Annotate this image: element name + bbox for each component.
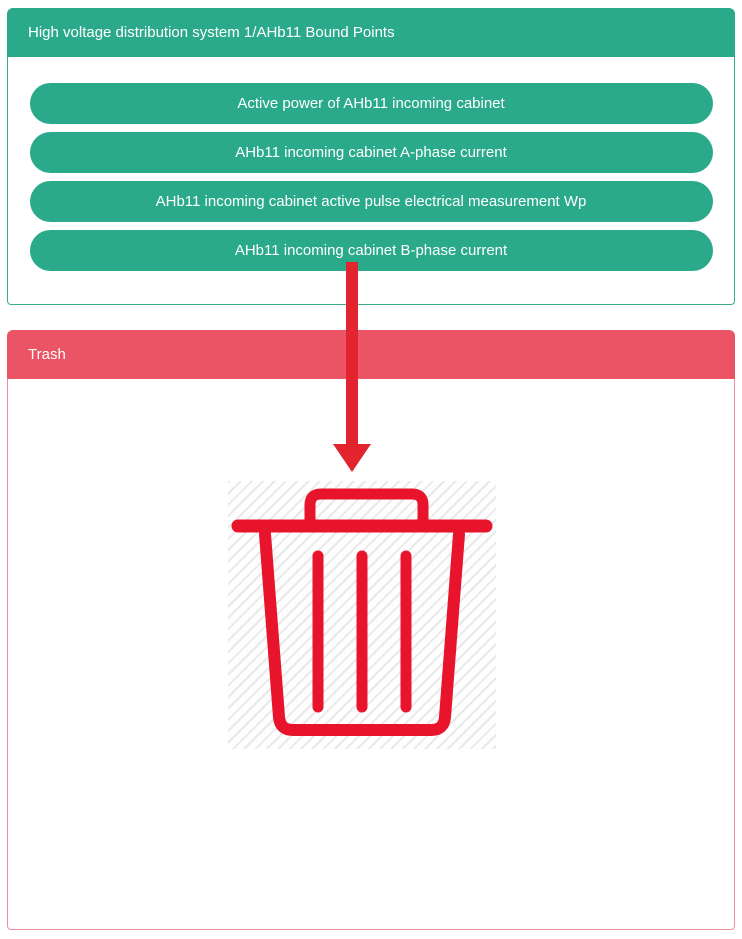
trash-header: [7, 330, 735, 379]
trash-drop-zone[interactable]: [7, 379, 735, 930]
trash-title: Trash: [28, 346, 66, 363]
bound-point-pill[interactable]: Active power of AHb11 incoming cabinet: [30, 83, 713, 124]
bound-points-list: [7, 57, 735, 305]
bound-points-header: [7, 8, 735, 57]
trash-drop-target[interactable]: [228, 481, 496, 749]
bound-points-title: High voltage distribution system 1/AHb11 Bound Points: [28, 24, 395, 41]
bound-point-pill[interactable]: AHb11 incoming cabinet A-phase current: [30, 132, 713, 173]
bound-points-panel: [7, 8, 735, 305]
trash-panel: [7, 330, 735, 930]
bound-point-pill[interactable]: AHb11 incoming cabinet active pulse electrical measurement Wp: [30, 181, 713, 222]
trash-can-icon: [228, 481, 496, 749]
bound-point-pill[interactable]: AHb11 incoming cabinet B-phase current: [30, 230, 713, 271]
